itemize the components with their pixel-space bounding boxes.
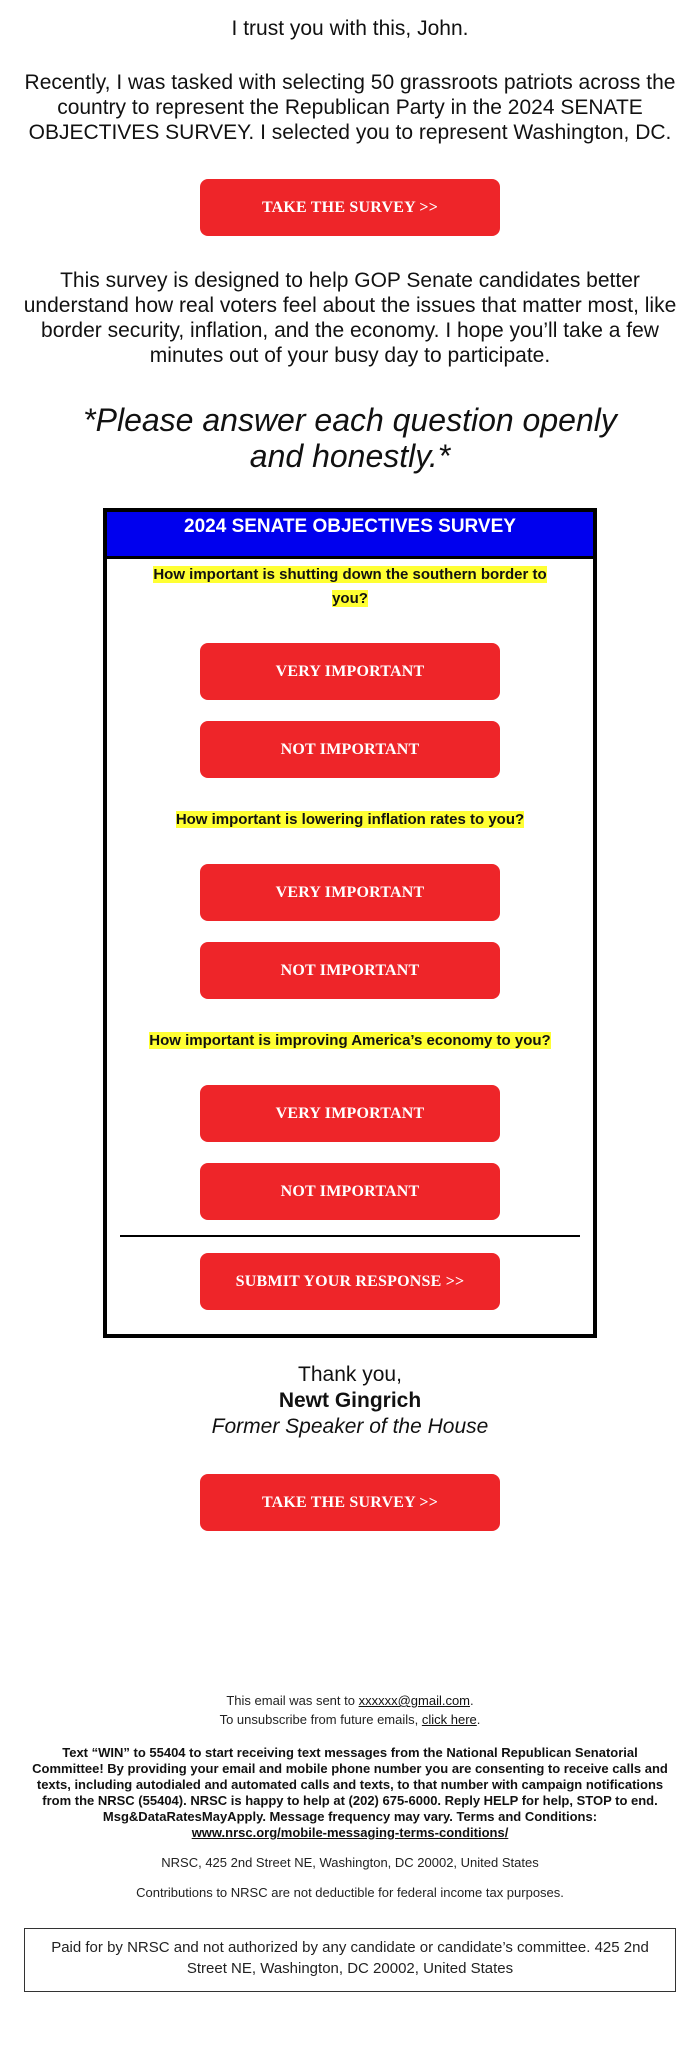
terms-link[interactable]: www.nrsc.org/mobile-messaging-terms-conditions/	[191, 1825, 509, 1840]
intro-paragraph: Recently, I was tasked with selecting 50 grassroots patriots across the country to represent the Republican Party in the 2024 SENATE OBJECTIVES SURVEY. I selected you to represent Washington, DC.	[24, 71, 676, 144]
survey-title: 2024 SENATE OBJECTIVES SURVEY	[107, 512, 593, 559]
signer-title: Former Speaker of the House	[211, 1415, 489, 1438]
take-survey-button-bottom[interactable]: TAKE THE SURVEY >>	[200, 1474, 500, 1531]
tax-note: Contributions to NRSC are not deductible for federal income tax purposes.	[136, 1885, 564, 1900]
q1-very-important-button[interactable]: VERY IMPORTANT	[200, 643, 500, 700]
nrsc-address: NRSC, 425 2nd Street NE, Washington, DC 20002, United States	[161, 1855, 539, 1870]
survey-box	[103, 508, 597, 1338]
submit-response-button[interactable]: SUBMIT YOUR RESPONSE >>	[200, 1253, 500, 1310]
take-survey-button-top[interactable]: TAKE THE SURVEY >>	[200, 179, 500, 236]
q2-not-important-button[interactable]: NOT IMPORTANT	[200, 942, 500, 999]
survey-divider	[120, 1235, 580, 1237]
question-2: How important is lowering inflation rates to you?	[175, 811, 525, 828]
email-body	[0, 16, 700, 1992]
unsubscribe-line: To unsubscribe from future emails, click here.	[219, 1712, 481, 1727]
recipient-email-link[interactable]: xxxxxx@gmail.com	[358, 1693, 471, 1708]
q3-very-important-button[interactable]: VERY IMPORTANT	[200, 1085, 500, 1142]
greeting: I trust you with this, John.	[231, 17, 469, 40]
signer-name: Newt Gingrich	[278, 1389, 422, 1412]
question-3: How important is improving America’s economy to you?	[149, 1032, 551, 1049]
unsubscribe-link[interactable]: click here	[421, 1712, 477, 1727]
honesty-note: *Please answer each question openly and honestly.*	[83, 402, 617, 474]
survey-description: This survey is designed to help GOP Senate candidates better understand how real voters feel about the issues that matter most, like border security, inflation, and the economy. I hope you’ll take a few minutes out of your busy day to participate.	[23, 269, 677, 367]
sms-disclaimer: Text “WIN” to 55404 to start receiving text messages from the National Republican Senatorial Committee! By providing your email and mobile phone number you are consenting to receive calls and texts, including autodialed and automated calls and texts, to that number with campaign notifications from the NRSC (55404). NRSC is happy to help at (202) 675-6000. Reply HELP for help, STOP to end. Msg&DataRatesMayApply. Message frequency may vary. Terms and Conditions: www.nrsc.org/mobile-messaging-terms-conditions/	[32, 1745, 668, 1840]
sent-to-line: This email was sent to xxxxxx@gmail.com.	[226, 1693, 474, 1708]
question-1: How important is shutting down the southern border to you?	[153, 566, 547, 607]
q2-very-important-button[interactable]: VERY IMPORTANT	[200, 864, 500, 921]
q3-not-important-button[interactable]: NOT IMPORTANT	[200, 1163, 500, 1220]
q1-not-important-button[interactable]: NOT IMPORTANT	[200, 721, 500, 778]
paid-for-disclaimer: Paid for by NRSC and not authorized by any candidate or candidate’s committee. 425 2nd Street NE, Washington, DC 20002, United States	[24, 1928, 676, 1992]
thanks-text: Thank you,	[298, 1363, 402, 1386]
